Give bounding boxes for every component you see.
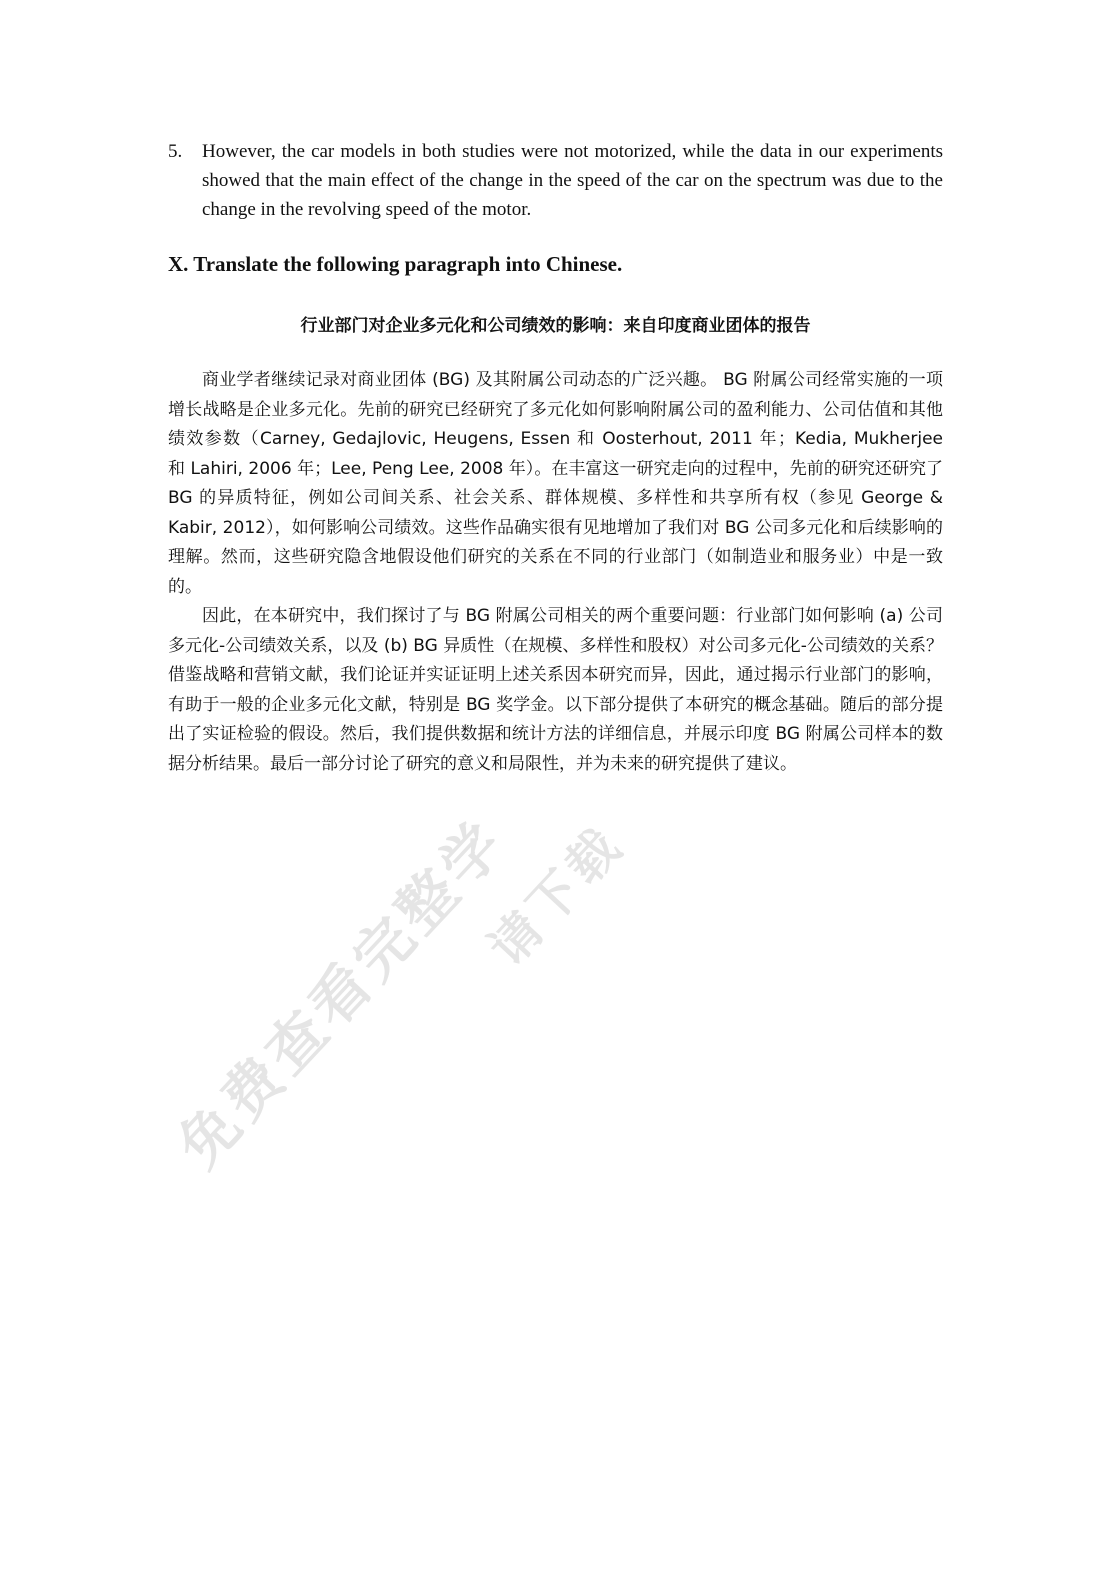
article-paragraph-2: 因此，在本研究中，我们探讨了与 BG 附属公司相关的两个重要问题：行业部门如何影响 (a) 公司多元化-公司绩效关系，以及 (b) BG 异质性（在规模、多样性和股权）对公司多元化-公司绩效的关系？借鉴战略和营销文献，我们论证并实证证明上述关系因本研究而异，因此，通过揭示行业部门的影响，有助于一般的企业多元化文献，特别是 BG 奖学金。以下部分提供了本研究的概念基础。随后的部分提出了实证检验的假设。然后，我们提供数据和统计方法的详细信息，并展示印度 BG 附属公司样本的数据分析结果。最后一部分讨论了研究的意义和局限性，并为未来的研究提供了建议。 bbox=[168, 606, 943, 774]
watermark-sub-text: 请下载 bbox=[478, 814, 636, 978]
list-item-text: However, the car models in both studies were not motorized, while the data in our experiments showed that the main effect of the change in the speed of the car on the spectrum was due to the change in the revolving speed of the motor. bbox=[202, 141, 943, 220]
article-title: 行业部门对企业多元化和公司绩效的影响：来自印度商业团体的报告 bbox=[300, 316, 811, 336]
article-paragraph-1: 商业学者继续记录对商业团体 (BG) 及其附属公司动态的广泛兴趣。 BG 附属公司经常实施的一项增长战略是企业多元化。先前的研究已经研究了多元化如何影响附属公司的盈利能力、公司估值和其他绩效参数（Carney, Gedajlovic, Heugens, Essen 和 Oosterhout, 2011 年；Kedia, Mukherjee 和 Lahiri, 2006 年；Lee, Peng Lee, 2008 年）。在丰富这一研究走向的过程中，先前的研究还研究了 BG 的异质特征，例如公司间关系、社会关系、群体规模、多样性和共享所有权（参见 George & Kabir, 2012），如何影响公司绩效。这些作品确实很有见地增加了我们对 BG 公司多元化和后续影响的理解。然而，这些研究隐含地假设他们研究的关系在不同的行业部门（如制造业和服务业）中是一致的。 bbox=[168, 370, 943, 597]
list-item-5 bbox=[168, 137, 943, 224]
article-body bbox=[168, 366, 943, 779]
list-item-number: 5. bbox=[168, 141, 183, 162]
section-heading: X. Translate the following paragraph into Chinese. bbox=[168, 252, 623, 276]
watermark-main-text: 免费查看完整学 bbox=[164, 806, 520, 1181]
